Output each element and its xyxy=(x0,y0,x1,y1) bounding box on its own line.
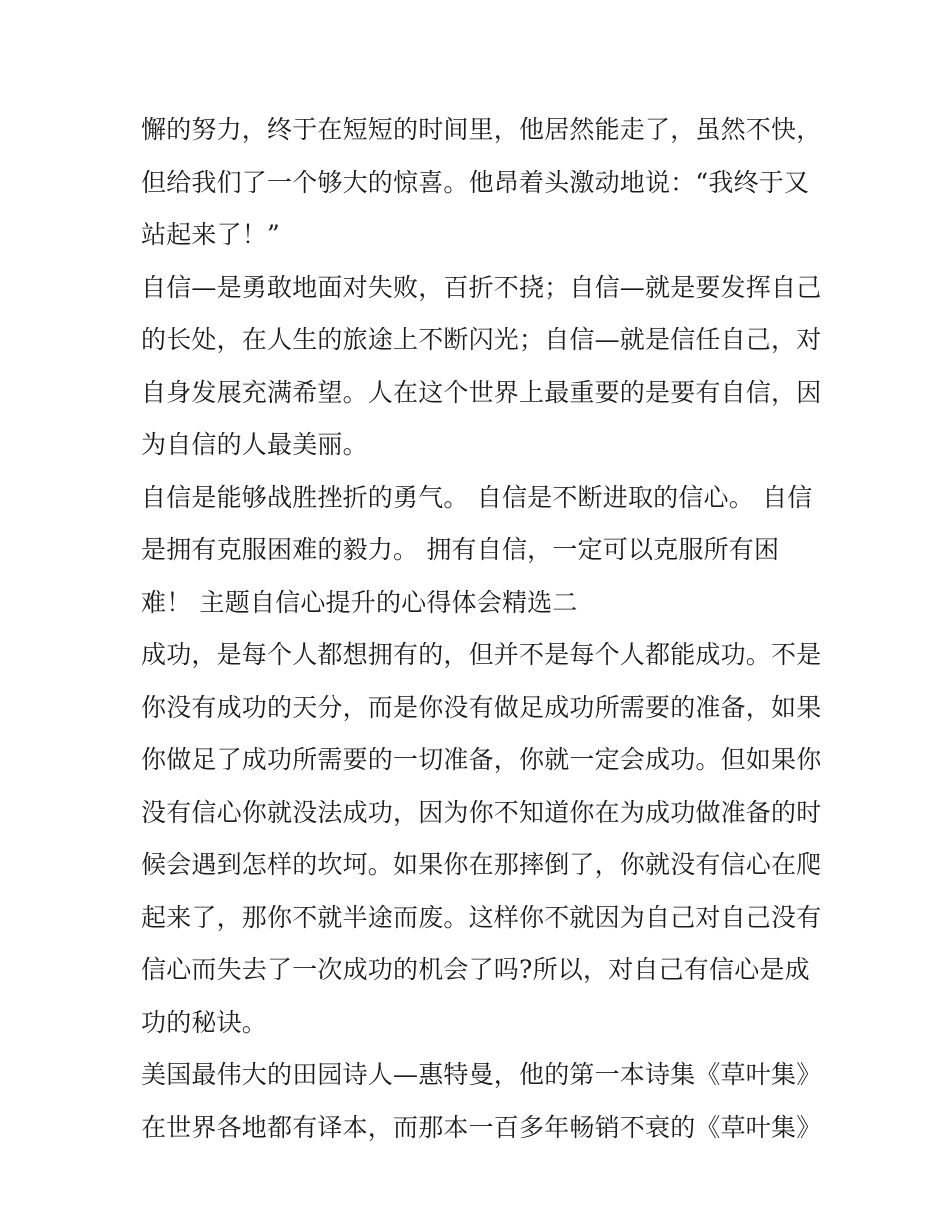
text-line: 但给我们了一个够大的惊喜。他昂着头激动地说：“我终于又 xyxy=(141,167,810,197)
text-line: 没有信心你就没法成功，因为你不知道你在为成功做准备的时 xyxy=(141,797,822,827)
text-line: 信心而失去了一次成功的机会了吗?所以，对自己有信心是成 xyxy=(141,955,810,984)
text-line: 起来了，那你不就半途而废。这样你不就因为自己对自己没有 xyxy=(141,902,822,932)
text-line: 成功，是每个人都想拥有的，但并不是每个人都能成功。不是 xyxy=(141,640,822,669)
text-line: 为自信的人最美丽。 xyxy=(141,430,368,459)
text-line: 你做足了成功所需要的一切准备，你就一定会成功。但如果你 xyxy=(141,745,822,774)
text-line: 懈的努力，终于在短短的时间里，他居然能走了，虽然不快， xyxy=(141,115,822,144)
text-line: 是拥有克服困难的毅力。 拥有自信，一定可以克服所有困 xyxy=(141,535,780,564)
text-line: 在世界各地都有译本，而那本一百多年畅销不衰的《草叶集》 xyxy=(141,1112,822,1142)
document-body xyxy=(141,104,821,1154)
text-line: 你没有成功的天分，而是你没有做足成功所需要的准备，如果 xyxy=(141,692,822,722)
text-line: 的长处，在人生的旅途上不断闪光；自信—就是信任自己，对 xyxy=(141,325,822,354)
text-line: 难！ 主题自信心提升的心得体会精选二 xyxy=(141,587,578,617)
text-line: 美国最伟大的田园诗人—惠特曼，他的第一本诗集《草叶集》 xyxy=(141,1060,822,1089)
text-line: 自信是能够战胜挫折的勇气。 自信是不断进取的信心。 自信 xyxy=(141,482,813,512)
text-line: 站起来了！” xyxy=(141,220,280,249)
text-line: 候会遇到怎样的坎坷。如果你在那摔倒了，你就没有信心在爬 xyxy=(141,850,822,879)
text-line: 功的秘诀。 xyxy=(141,1007,268,1037)
text-line: 自信—是勇敢地面对失败，百折不挠；自信—就是要发挥自己 xyxy=(141,272,822,302)
text-line: 自身发展充满希望。人在这个世界上最重要的是要有自信，因 xyxy=(141,377,822,407)
